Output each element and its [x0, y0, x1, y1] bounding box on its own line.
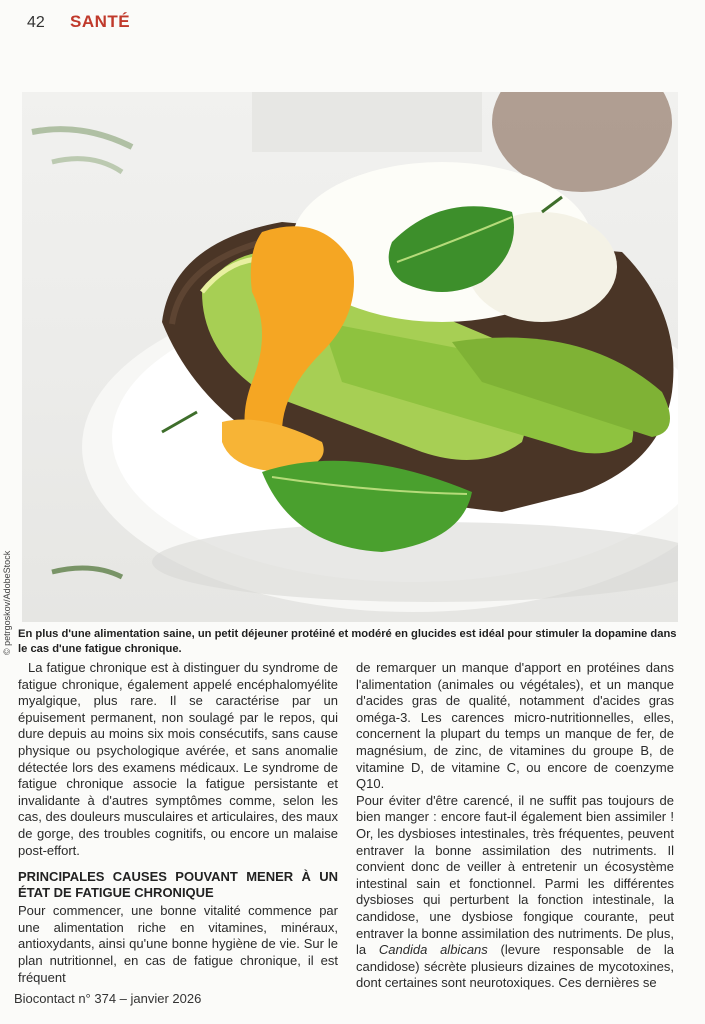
article-text: Pour éviter d'être carencé, il ne suffit pas toujours de bien manger : encore faut-il également bien assimiler ! Or, les dysbioses intestinales, très fréquentes, peuvent entraver la bonne assimilation des nutriments. Il convient donc de veiller à entretenir un écosystème intestinal sain et fonctionnel. Parmi les différentes dysbioses qui perturbent la fonction intestinale, la candidose, une dysbiose fongique courante, peut entraver la bonne assimilation des nutriments. De plus, la [356, 792, 674, 958]
article-text: (levure responsable de la candidose) sécrète plusieurs dizaines de mycotoxines, dont certaines sont neurotoxiques. Ces dernières se [356, 942, 674, 991]
article-paragraph: de remarquer un manque d'apport en protéines dans l'alimentation (animales ou végétales), et un manque d'acides gras de qualité, notamment d'acides gras oméga-3. Les carences micro-nutritionnelles, elles, concernent la plupart du temps un manque de fer, de magnésium, de zinc, de vitamines du groupe B, de vitamine D, de vitamine C, ou encore de coenzyme Q10. [356, 660, 674, 792]
article-paragraph: La fatigue chronique est à distinguer du syndrome de fatigue chronique, également appelé encéphalomyélite myalgique, plus rare. Il se caractérise par un épuisement permanent, non soulagé par le repos, qui dure depuis au moins six mois consécutifs, sans cause physique ou psychologique avérée, et sans anomalie détectée lors des examens médicaux. Le syndrome de fatigue chronique associe la fatigue persistante et invalidante à d'autres symptômes comme, selon les cas, des douleurs musculaires et articulaires, des maux de gorge, des troubles cognitifs, ou encore un malaise post-effort. [18, 660, 338, 858]
photo-credit: © petrgoskov/AdobeStock [2, 550, 12, 655]
article-subheading: PRINCIPALES CAUSES POUVANT MENER À UN ÉTAT DE FATIGUE CHRONIQUE [18, 869, 338, 901]
photo-caption: En plus d'une alimentation saine, un petit déjeuner protéiné et modéré en glucides est idéal pour stimuler la dopamine dans le cas d'une fatigue chronique. [18, 628, 677, 655]
article-paragraph: Pour commencer, une bonne vitalité commence par une alimentation riche en vitamines, minéraux, antioxydants, ainsi qu'une bonne hygiène de vie. Sur le plan nutritionnel, en cas de fatigue chronique, il est fréquent [18, 903, 338, 985]
species-name: Candida albicans [378, 942, 488, 958]
section-title: SANTÉ [70, 12, 131, 31]
breakfast-toast-illustration [22, 92, 678, 622]
article-photo [22, 92, 678, 622]
article-paragraph [356, 793, 674, 992]
article-column-right [356, 660, 674, 992]
page-number: 42 [27, 14, 45, 31]
page-footer: Biocontact n° 374 – janvier 2026 [14, 991, 202, 1006]
article-column-left [18, 660, 338, 986]
